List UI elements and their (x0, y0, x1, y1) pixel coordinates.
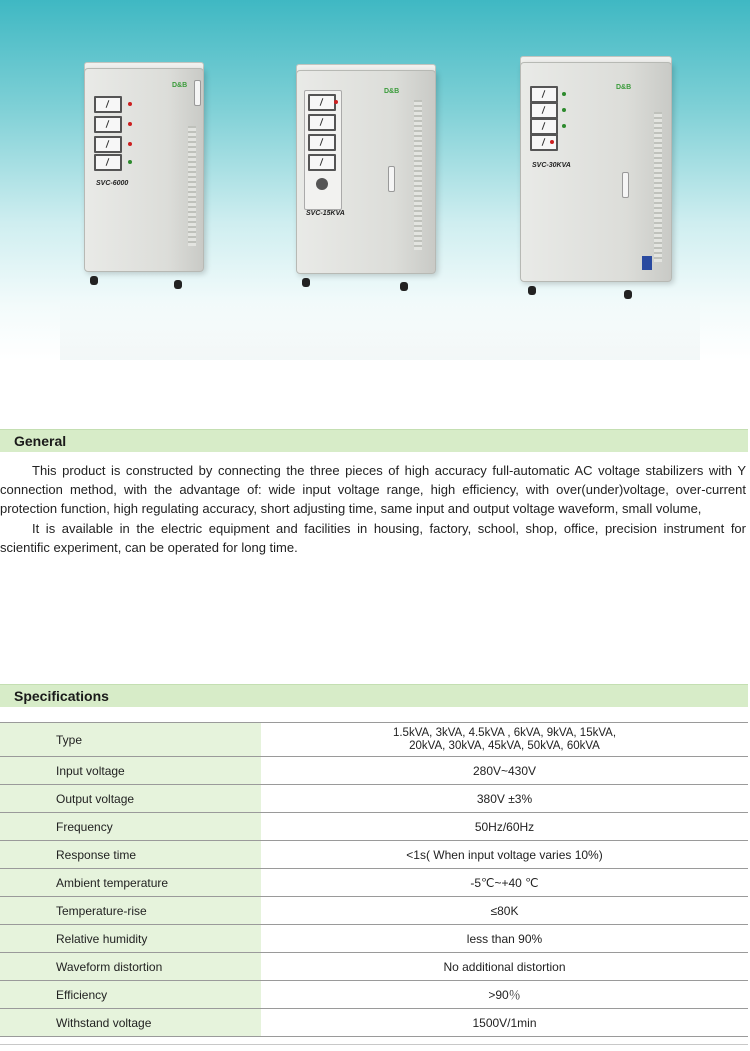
model-label: SVC-15KVA (306, 210, 345, 217)
divider (0, 1044, 748, 1045)
table-row (0, 785, 748, 813)
spec-value: 50Hz/60Hz (261, 813, 748, 841)
spec-value-line: 1.5kVA, 3kVA, 4.5kVA , 6kVA, 9kVA, 15kVA, (392, 726, 617, 739)
spec-value (261, 723, 748, 757)
spec-label: Input voltage (0, 757, 261, 785)
spec-value: 380V ±3% (261, 785, 748, 813)
table-row (0, 1009, 748, 1037)
paragraph: It is available in the electric equipment and facilities in housing, factory, school, shop, office, precision instrument for scientific experiment, can be operated for long time. (0, 520, 746, 555)
table-row (0, 813, 748, 841)
table-row (0, 869, 748, 897)
table-row (0, 953, 748, 981)
brand-logo: D&B (384, 88, 400, 95)
table-row (0, 757, 748, 785)
table-row (0, 841, 748, 869)
spec-label: Withstand voltage (0, 1009, 261, 1037)
spec-value: ≤80K (261, 897, 748, 925)
stabilizer-cabinet-svc-30kva (520, 62, 672, 304)
general-description (0, 461, 746, 557)
spec-value: <1s( When input voltage varies 10%) (261, 841, 748, 869)
spec-label: Ambient temperature (0, 869, 261, 897)
model-label: SVC-30KVA (532, 162, 571, 169)
table-row (0, 897, 748, 925)
spec-value: >90％ (261, 981, 748, 1009)
spec-label: Relative humidity (0, 925, 261, 953)
model-label: SVC-6000 (96, 180, 129, 187)
spec-value: 280V~430V (261, 757, 748, 785)
stabilizer-cabinet-svc-15kva (296, 70, 436, 296)
spec-label: Output voltage (0, 785, 261, 813)
product-photo (0, 0, 750, 360)
spec-label: Waveform distortion (0, 953, 261, 981)
specifications-table (0, 722, 748, 1037)
spec-value: 1500V/1min (261, 1009, 748, 1037)
section-title: General (14, 433, 67, 449)
paragraph: This product is constructed by connecting the three pieces of high accuracy full-automatic AC voltage stabilizers with Y connection method, with the advantage of: wide input voltage range, high efficiency, with over(under)voltage, over-current protection function, high regulating accuracy, short adjusting time, same input and output voltage waveform, small volume, (0, 463, 746, 517)
general-section-header (0, 429, 748, 452)
spec-label: Frequency (0, 813, 261, 841)
spec-label: Efficiency (0, 981, 261, 1009)
spec-value: -5℃~+40 ℃ (261, 869, 748, 897)
spec-label: Temperature-rise (0, 897, 261, 925)
table-row (0, 925, 748, 953)
spec-value: less than 90% (261, 925, 748, 953)
spec-label: Response time (0, 841, 261, 869)
specifications-section-header (0, 684, 748, 707)
table-row (0, 723, 748, 757)
section-title: Specifications (14, 688, 109, 704)
brand-logo: D&B (616, 84, 632, 91)
spec-value-line: 20kVA, 30kVA, 45kVA, 50kVA, 60kVA (409, 739, 600, 752)
table-row (0, 981, 748, 1009)
spec-label: Type (0, 723, 261, 757)
stabilizer-cabinet-svc-6000 (84, 68, 204, 294)
brand-logo: D&B (172, 82, 188, 89)
spec-value: No additional distortion (261, 953, 748, 981)
